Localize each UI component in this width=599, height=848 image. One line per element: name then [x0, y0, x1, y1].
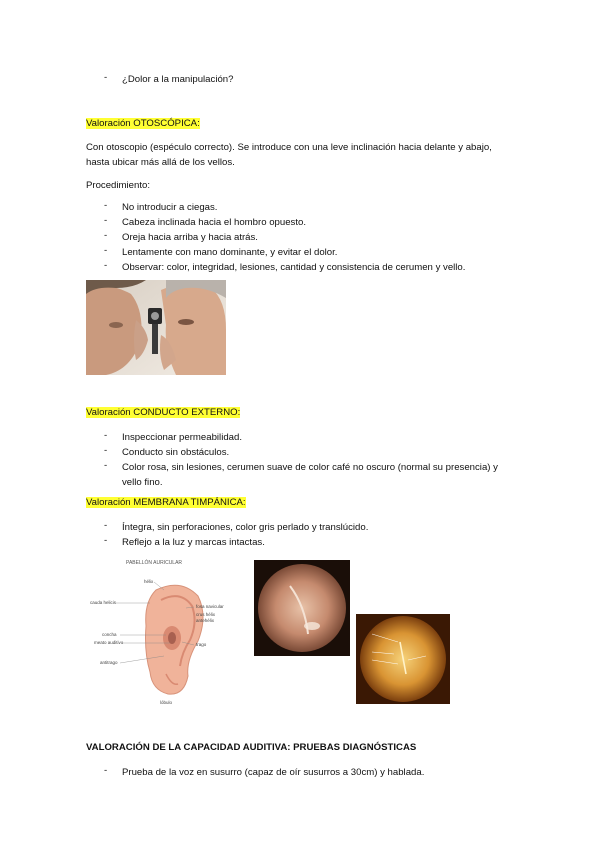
svg-text:fosa navicular: fosa navicular: [196, 604, 224, 609]
bullet-text: ¿Dolor a la manipulación?: [122, 74, 234, 85]
svg-text:cauda helicis: cauda helicis: [90, 600, 117, 605]
bullet-text: No introducir a ciegas.: [122, 202, 218, 213]
svg-text:antitrago: antitrago: [100, 660, 118, 665]
svg-text:trago: trago: [196, 642, 207, 647]
bullet-marker: -: [104, 460, 108, 471]
bullet-text: Reflejo a la luz y marcas intactas.: [122, 537, 265, 548]
bullet-text: Observar: color, integridad, lesiones, cantidad y consistencia de cerumen y vello.: [122, 262, 466, 273]
otoscopy-photo: [86, 280, 226, 375]
bullet-marker: -: [104, 215, 108, 226]
section-heading-otoscopy: Valoración OTOSCÓPICA:: [86, 118, 200, 129]
section-heading-hearing: VALORACIÓN DE LA CAPACIDAD AUDITIVA: PRUEBAS DIAGNÓSTICAS: [86, 742, 417, 753]
bullet-marker: -: [104, 245, 108, 256]
section-heading-external-canal: Valoración CONDUCTO EXTERNO:: [86, 407, 241, 418]
svg-text:crus hélix: crus hélix: [196, 612, 216, 617]
tympanic-photo: [250, 556, 352, 706]
tympanic-landmarks-photo: [354, 556, 452, 706]
diagram-title: PABELLÓN AURICULAR: [126, 560, 183, 566]
svg-text:meato auditivo: meato auditivo: [94, 640, 124, 645]
bullet-text: Lentamente con mano dominante, y evitar el dolor.: [122, 247, 338, 258]
section-heading-tympanic: Valoración MEMBRANA TIMPÁNICA:: [86, 497, 246, 508]
bullet-text: Prueba de la voz en susurro (capaz de oír susurros a 30cm) y hablada.: [122, 767, 425, 778]
procedure-label: Procedimiento:: [86, 180, 150, 191]
bullet-text: Conducto sin obstáculos.: [122, 447, 230, 458]
bullet-marker: -: [104, 260, 108, 271]
svg-text:lóbulo: lóbulo: [160, 700, 173, 705]
svg-text:concha: concha: [102, 632, 117, 637]
auricle-diagram: [86, 556, 248, 706]
bullet-text: Color rosa, sin lesiones, cerumen suave de color café no oscuro (normal su presencia) y vello fino.: [122, 462, 498, 488]
bullet-marker: -: [104, 430, 108, 441]
bullet-marker: -: [104, 535, 108, 546]
bullet-text: Cabeza inclinada hacia el hombro opuesto.: [122, 217, 307, 228]
bullet-text: Íntegra, sin perforaciones, color gris perlado y translúcido.: [122, 522, 369, 533]
bullet-marker: -: [104, 72, 108, 83]
bullet-marker: -: [104, 230, 108, 241]
bullet-text: Inspeccionar permeabilidad.: [122, 432, 242, 443]
svg-text:hélix: hélix: [144, 579, 154, 584]
bullet-marker: -: [104, 445, 108, 456]
bullet-text: Oreja hacia arriba y hacia atrás.: [122, 232, 258, 243]
bullet-marker: -: [104, 520, 108, 531]
otoscopy-paragraph: Con otoscopio (espéculo correcto). Se introduce con una leve inclinación hacia delante y abajo, hasta ubicar más allá de los vellos.: [86, 142, 492, 168]
bullet-marker: -: [104, 765, 108, 776]
svg-text:antehélix: antehélix: [196, 618, 215, 623]
bullet-marker: -: [104, 200, 108, 211]
